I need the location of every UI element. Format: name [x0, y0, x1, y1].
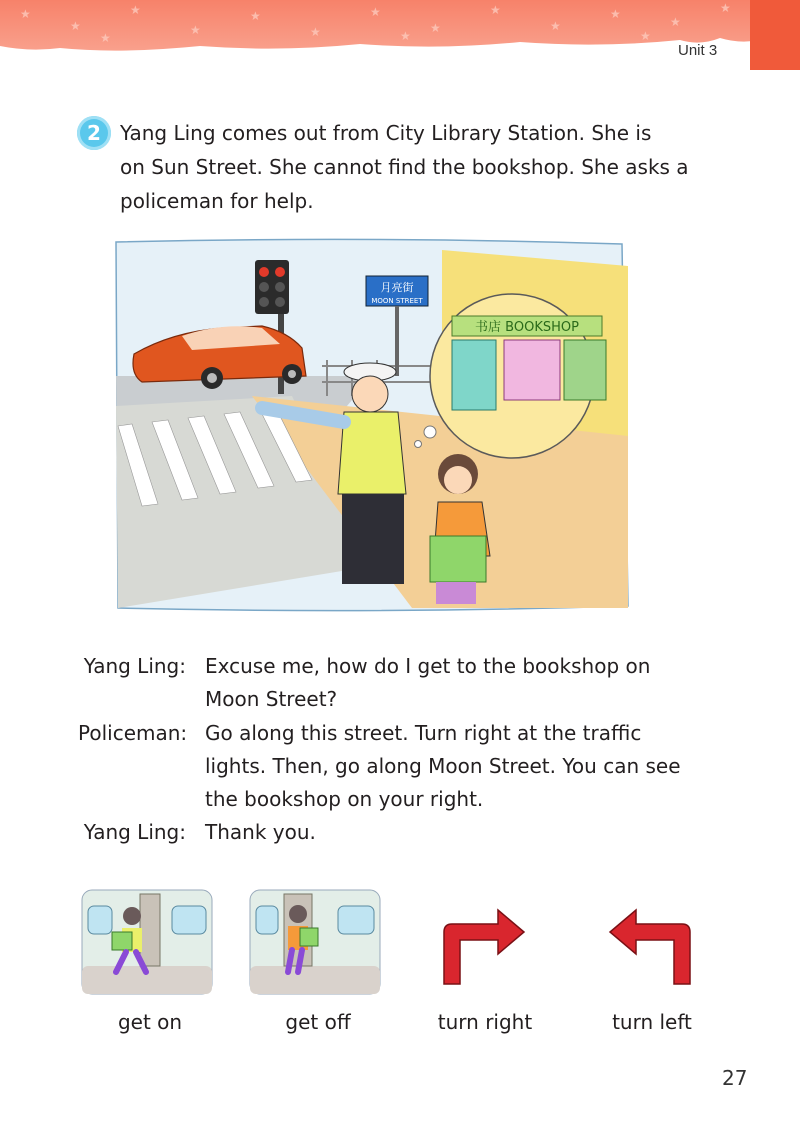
vocab-label: turn left: [612, 1010, 692, 1034]
top-banner: [0, 0, 800, 70]
svg-text:★: ★: [610, 7, 621, 21]
svg-text:★: ★: [130, 3, 141, 17]
unit-label: Unit 3: [678, 42, 718, 59]
speaker-label: Policeman:: [78, 721, 188, 745]
svg-text:★: ★: [70, 19, 81, 33]
svg-text:★: ★: [250, 9, 261, 23]
intro-paragraph: [120, 116, 720, 218]
street-scene-illustration: [112, 236, 632, 616]
dialogue-line: the bookshop on your right.: [205, 787, 484, 811]
svg-text:★: ★: [100, 31, 111, 45]
svg-text:★: ★: [670, 15, 681, 29]
svg-text:★: ★: [190, 23, 201, 37]
page-number: 27: [722, 1066, 748, 1090]
exercise-number-badge: 2: [77, 116, 111, 150]
turn-left-arrow-icon: [606, 904, 696, 990]
intro-line: Yang Ling comes out from City Library Station. She is: [120, 121, 652, 145]
stars-banner-background: [0, 0, 800, 70]
svg-text:★: ★: [550, 19, 561, 33]
get-on-train-icon: [80, 888, 214, 1000]
svg-text:★: ★: [20, 7, 31, 21]
svg-text:★: ★: [370, 5, 381, 19]
street-sign-english: MOON STREET: [371, 297, 423, 305]
unit-tab: [750, 0, 800, 70]
dialogue-line: Excuse me, how do I get to the bookshop on: [205, 654, 651, 678]
svg-text:★: ★: [640, 29, 651, 43]
svg-text:★: ★: [400, 29, 411, 43]
intro-line: on Sun Street. She cannot find the bookshop. She asks a: [120, 155, 689, 179]
speaker-label: Yang Ling:: [83, 654, 186, 678]
svg-text:★: ★: [430, 21, 441, 35]
vocab-label: turn right: [437, 1010, 533, 1034]
turn-right-arrow-icon: [438, 904, 528, 990]
street-sign-chinese: 月亮街: [380, 281, 414, 294]
speaker-label: Yang Ling:: [83, 820, 186, 844]
get-off-train-icon: [248, 888, 382, 1000]
bookshop-sign: 书店 BOOKSHOP: [475, 320, 579, 335]
vocab-label: get on: [117, 1010, 183, 1034]
svg-text:★: ★: [720, 1, 731, 15]
dialogue-line: Moon Street?: [205, 687, 338, 711]
svg-text:★: ★: [490, 3, 501, 17]
intro-line: policeman for help.: [120, 189, 314, 213]
dialogue-line: lights. Then, go along Moon Street. You can see: [205, 754, 681, 778]
dialogue-line: Go along this street. Turn right at the traffic: [205, 721, 642, 745]
dialogue-line: Thank you.: [205, 820, 316, 844]
vocab-label: get off: [285, 1010, 351, 1034]
svg-text:★: ★: [310, 25, 321, 39]
